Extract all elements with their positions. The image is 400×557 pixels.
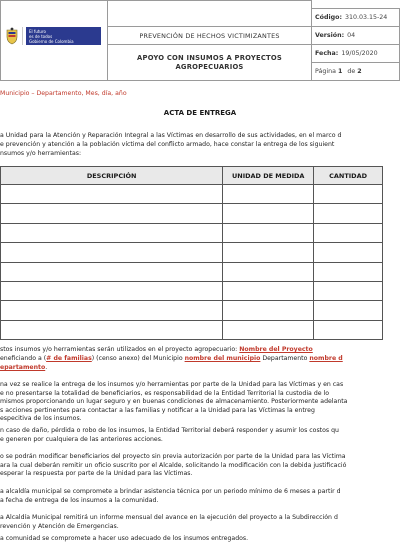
table-row xyxy=(1,185,383,204)
description-cell xyxy=(1,223,223,242)
description-cell xyxy=(1,204,223,223)
version-value: 04 xyxy=(347,32,356,39)
codigo-value: 310.03.15-24 xyxy=(344,14,388,21)
fecha-value: 19/05/2020 xyxy=(341,50,378,57)
logo-divider xyxy=(22,27,23,45)
quantity-cell xyxy=(314,320,383,339)
paragraph-line: mismos proporcionando un lugar seguro y en buenas condiciones de almacenamiento. Posteriormente adelanta xyxy=(0,398,348,406)
unit-cell xyxy=(223,281,314,300)
pagina-total: 2 xyxy=(357,68,362,75)
description-cell xyxy=(1,320,223,339)
document-subtitle: APOYO CON INSUMOS A PROYECTOS AGROPECUARIOS xyxy=(137,53,282,71)
intro-line: nsumos y/o herramientas: xyxy=(0,150,82,157)
project-name-placeholder: Nombre del Proyecto xyxy=(239,346,313,353)
table-row xyxy=(1,262,383,281)
usage-line xyxy=(0,354,343,363)
quantity-cell xyxy=(314,204,383,223)
unit-cell xyxy=(223,301,314,320)
acta-title: ACTA DE ENTREGA xyxy=(163,109,237,117)
paragraph-line: esperar la respuesta por parte de la Unidad para las Víctimas. xyxy=(0,470,193,478)
usage-text: ) (censo anexo) del Municipio xyxy=(91,355,185,362)
process-cell xyxy=(107,26,312,45)
column-header-quantity: CANTIDAD xyxy=(314,167,383,185)
paragraph-line: a Alcaldía Municipal remitirá un informe mensual del avance en la ejecución del proyecto a la Subdirección d xyxy=(0,514,338,521)
version-label: Versión: xyxy=(315,32,345,39)
pagina-value: 1 xyxy=(338,68,343,75)
logo-text-block xyxy=(26,27,101,45)
logo-text-line: Gobierno de Colombia xyxy=(29,38,74,44)
fecha-field xyxy=(311,44,400,63)
municipality-placeholder: nombre del municipio xyxy=(184,355,261,362)
description-cell xyxy=(1,301,223,320)
quantity-cell xyxy=(314,243,383,262)
process-name: PREVENCIÓN DE HECHOS VICTIMIZANTES xyxy=(139,31,280,40)
pagina-field xyxy=(311,62,400,81)
table-row xyxy=(1,281,383,300)
table-header-row xyxy=(1,167,383,185)
paragraph-line: s acciones pertinentes para contactar a las familias y notificar a la Unidad para las Víctimas la entreg xyxy=(0,406,315,414)
usage-text: stos insumos y/o herramientas serán utilizados en el proyecto agropecuario: xyxy=(0,346,240,353)
department-placeholder: nombre d xyxy=(309,355,343,362)
quantity-cell xyxy=(314,262,383,281)
department-placeholder: epartamento xyxy=(0,364,46,371)
intro-line: e prevención y atención a la población víctima del conflicto armado, hace constar la entrega de los siguient xyxy=(0,141,335,148)
paragraph-line: especitiva de los insumos. xyxy=(0,415,82,423)
usage-text: eneficiando a ( xyxy=(0,355,47,362)
codigo-label: Código: xyxy=(315,14,342,21)
paragraph-line: e no presentarse la totalidad de beneficiarios, es responsabilidad de la Entidad Territorial la custodia de lo xyxy=(0,389,330,397)
codigo-field xyxy=(311,8,400,27)
logo-text-line: El futuro xyxy=(29,28,46,34)
place-date-line: Municipio – Departamento, Mes, día, año xyxy=(0,90,127,97)
paragraph-line: revención y Atención de Emergencias. xyxy=(0,522,119,530)
paragraph-line: a comunidad se compromete a hacer uso adecuado de los insumos entregados. xyxy=(0,535,249,542)
table-row xyxy=(1,243,383,262)
usage-line xyxy=(0,363,47,372)
table-row xyxy=(1,301,383,320)
unit-cell xyxy=(223,320,314,339)
table-row xyxy=(1,320,383,339)
quantity-cell xyxy=(314,223,383,242)
government-logo xyxy=(5,25,101,47)
description-cell xyxy=(1,262,223,281)
coat-of-arms-icon xyxy=(5,27,19,45)
paragraph-line: e generen por cualquiera de las anteriores acciones. xyxy=(0,435,163,443)
quantity-cell xyxy=(314,301,383,320)
supplies-table xyxy=(0,166,383,340)
document-header xyxy=(0,0,400,81)
unit-cell xyxy=(223,204,314,223)
usage-text: . xyxy=(45,364,48,371)
table-row xyxy=(1,223,383,242)
fecha-label: Fecha: xyxy=(315,50,339,57)
unit-cell xyxy=(223,262,314,281)
quantity-cell xyxy=(314,281,383,300)
usage-text: Departamento xyxy=(260,355,310,362)
table-row xyxy=(1,204,383,223)
column-header-unit: UNIDAD DE MEDIDA xyxy=(223,167,314,185)
usage-line xyxy=(0,345,313,354)
subtitle-cell xyxy=(107,44,312,81)
logo-text-line: es de todos xyxy=(29,33,53,39)
quantity-cell xyxy=(314,185,383,204)
column-header-description: DESCRIPCIÓN xyxy=(1,167,223,185)
intro-line: a Unidad para la Atención y Reparación Integral a las Víctimas en desarrollo de sus actividades, en el marco d xyxy=(0,132,342,139)
description-cell xyxy=(1,281,223,300)
paragraph-line: ara la cual deberán remitir un oficio suscrito por el Alcalde, solicitando la modificación con la debida justificació xyxy=(0,461,347,469)
unit-cell xyxy=(223,185,314,204)
paragraph-line: n caso de daño, pérdida o robo de los insumos, la Entidad Territorial deberá responder y asumir los costos qu xyxy=(0,427,339,434)
paragraph-line: a fecha de entrega de los insumos a la comunidad. xyxy=(0,496,159,504)
document-title: ACTA DE ENTREGA DE INSUMOS PROYECTOS AGROPECUARIOS xyxy=(116,4,303,23)
families-placeholder: # de familias xyxy=(46,355,92,362)
paragraph-line: o se podrán modificar beneficiarios del proyecto sin previa autorización por parte de la Unidad para las Víctima xyxy=(0,453,346,460)
pagina-label: Página xyxy=(315,68,336,75)
title-cell xyxy=(107,0,312,27)
unit-cell xyxy=(223,243,314,262)
pagina-de: de xyxy=(347,68,356,75)
unit-cell xyxy=(223,223,314,242)
version-field xyxy=(311,26,400,45)
description-cell xyxy=(1,243,223,262)
description-cell xyxy=(1,185,223,204)
logo-cell xyxy=(0,0,108,81)
paragraph-line: na vez se realice la entrega de los insumos y/o herramientas por parte de la Unidad para las Víctimas y en cas xyxy=(0,381,344,388)
paragraph-line: a alcaldía municipal se compromete a brindar asistencia técnica por un periodo mínimo de 6 meses a partir d xyxy=(0,488,341,495)
